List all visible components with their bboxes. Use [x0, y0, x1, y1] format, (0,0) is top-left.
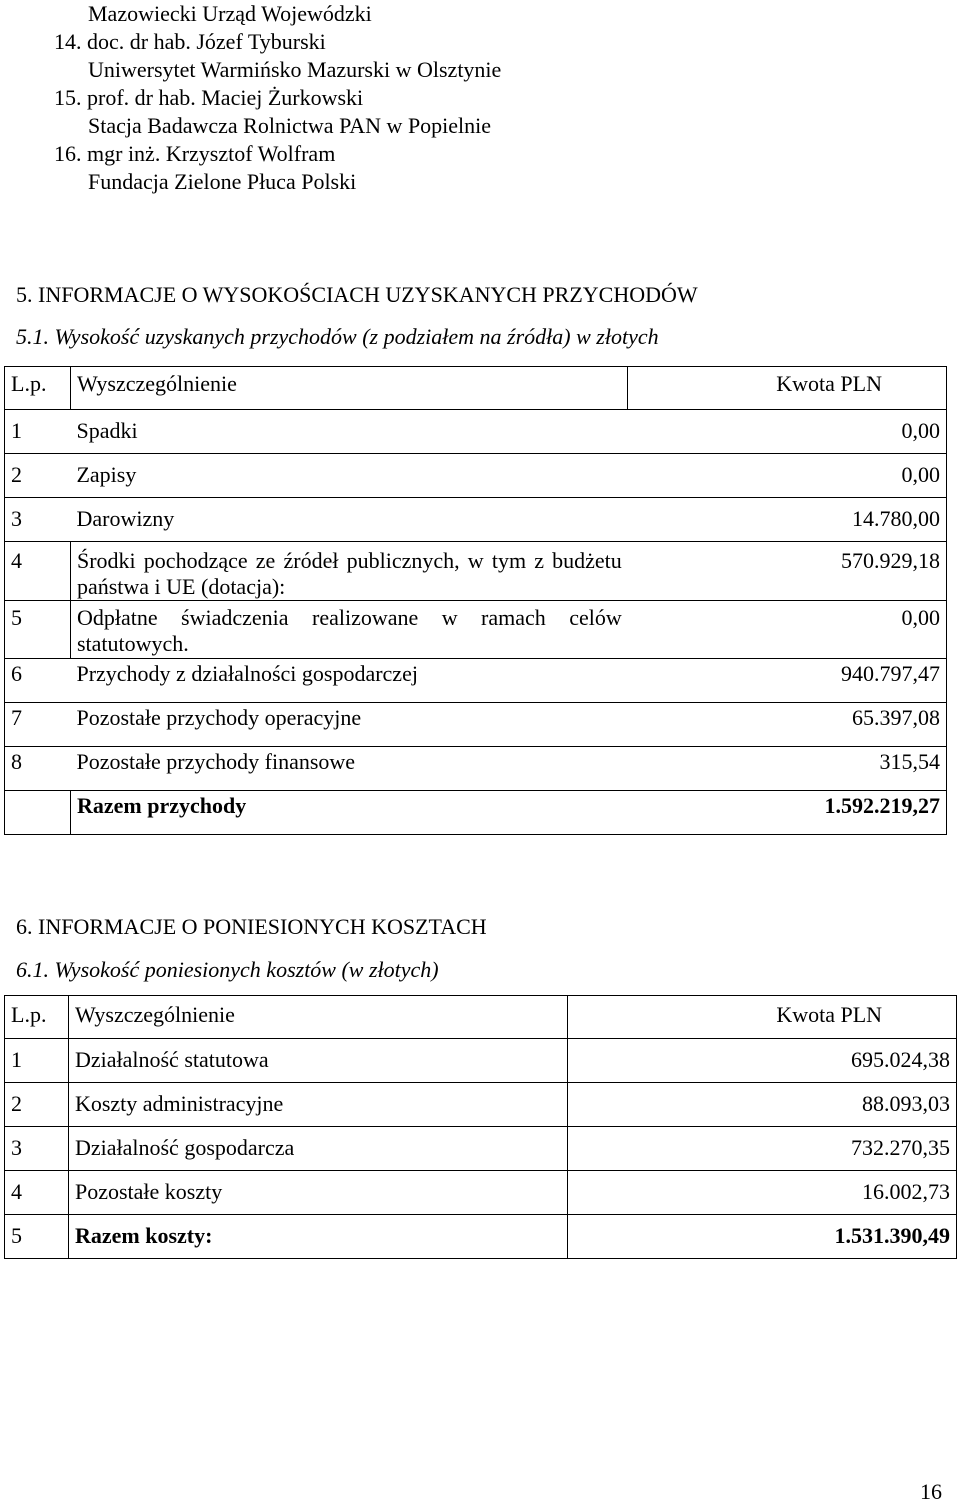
member-line: 15. prof. dr hab. Maciej Żurkowski [54, 85, 364, 110]
row-lp: 2 [5, 454, 71, 498]
table-row [5, 1039, 957, 1083]
institution-line: Mazowiecki Urząd Wojewódzki [88, 1, 372, 26]
table-row [5, 1127, 957, 1171]
income-table [4, 366, 947, 835]
row-desc: Działalność statutowa [68, 1039, 567, 1083]
total-desc: Razem koszty: [68, 1215, 567, 1259]
table-row [5, 542, 947, 601]
table-row [5, 703, 947, 747]
total-lp [5, 791, 71, 835]
row-desc: Pozostałe przychody finansowe [70, 747, 627, 791]
row-lp: 4 [5, 1171, 69, 1215]
table-row [5, 601, 947, 659]
row-lp: 7 [5, 703, 71, 747]
table-row [5, 1171, 957, 1215]
table-header-row [5, 996, 957, 1039]
total-desc: Razem przychody [70, 791, 627, 835]
page-number: 16 [920, 1479, 942, 1504]
costs-table [4, 995, 957, 1259]
row-lp: 4 [5, 542, 71, 601]
table-row [5, 1083, 957, 1127]
row-lp: 1 [5, 410, 71, 454]
table-row [5, 410, 947, 454]
row-amount: 0,00 [628, 601, 947, 659]
row-lp: 6 [5, 659, 71, 703]
table-row [5, 498, 947, 542]
table-header-row [5, 367, 947, 410]
row-amount: 14.780,00 [628, 498, 947, 542]
row-desc: Odpłatne świadczenia realizowane w ramach celów statutowych. [70, 601, 627, 659]
row-amount: 732.270,35 [568, 1127, 957, 1171]
row-lp: 8 [5, 747, 71, 791]
institution-line: Stacja Badawcza Rolnictwa PAN w Popielnie [88, 113, 492, 138]
total-amount: 1.531.390,49 [568, 1215, 957, 1259]
row-desc: Przychody z działalności gospodarczej [70, 659, 627, 703]
header-lp: L.p. [5, 367, 71, 410]
row-amount: 88.093,03 [568, 1083, 957, 1127]
row-lp: 3 [5, 498, 71, 542]
header-lp: L.p. [5, 996, 69, 1039]
institution-line: Uniwersytet Warmińsko Mazurski w Olsztynie [88, 57, 502, 82]
header-desc: Wyszczególnienie [70, 367, 627, 410]
row-desc: Działalność gospodarcza [68, 1127, 567, 1171]
table-row [5, 747, 947, 791]
header-amount: Kwota PLN [568, 996, 957, 1039]
member-line: 14. doc. dr hab. Józef Tyburski [54, 29, 326, 54]
header-desc: Wyszczególnienie [68, 996, 567, 1039]
row-lp: 1 [5, 1039, 69, 1083]
total-lp: 5 [5, 1215, 69, 1259]
row-desc: Koszty administracyjne [68, 1083, 567, 1127]
row-lp: 2 [5, 1083, 69, 1127]
row-desc: Pozostałe przychody operacyjne [70, 703, 627, 747]
row-amount: 65.397,08 [628, 703, 947, 747]
row-desc: Środki pochodzące ze źródeł publicznych, w tym z budżetu państwa i UE (dotacja): [70, 542, 627, 601]
row-desc: Zapisy [70, 454, 627, 498]
section-5-heading: 5. INFORMACJE O WYSOKOŚCIACH UZYSKANYCH PRZYCHODÓW [16, 282, 698, 307]
institution-line: Fundacja Zielone Płuca Polski [88, 169, 357, 194]
row-lp: 3 [5, 1127, 69, 1171]
row-desc: Pozostałe koszty [68, 1171, 567, 1215]
row-amount: 0,00 [628, 410, 947, 454]
total-amount: 1.592.219,27 [628, 791, 947, 835]
row-amount: 695.024,38 [568, 1039, 957, 1083]
table-row [5, 454, 947, 498]
row-amount: 940.797,47 [628, 659, 947, 703]
section-6-1-subheading: 6.1. Wysokość poniesionych kosztów (w złotych) [16, 957, 439, 982]
row-desc: Spadki [70, 410, 627, 454]
table-row [5, 659, 947, 703]
header-amount: Kwota PLN [628, 367, 947, 410]
section-5-1-subheading: 5.1. Wysokość uzyskanych przychodów (z podziałem na źródła) w złotych [16, 324, 659, 349]
row-lp: 5 [5, 601, 71, 659]
table-total-row [5, 791, 947, 835]
row-amount: 16.002,73 [568, 1171, 957, 1215]
table-total-row [5, 1215, 957, 1259]
member-line: 16. mgr inż. Krzysztof Wolfram [54, 141, 336, 166]
row-desc: Darowizny [70, 498, 627, 542]
row-amount: 0,00 [628, 454, 947, 498]
row-amount: 315,54 [628, 747, 947, 791]
section-6-heading: 6. INFORMACJE O PONIESIONYCH KOSZTACH [16, 914, 487, 939]
row-amount: 570.929,18 [628, 542, 947, 601]
